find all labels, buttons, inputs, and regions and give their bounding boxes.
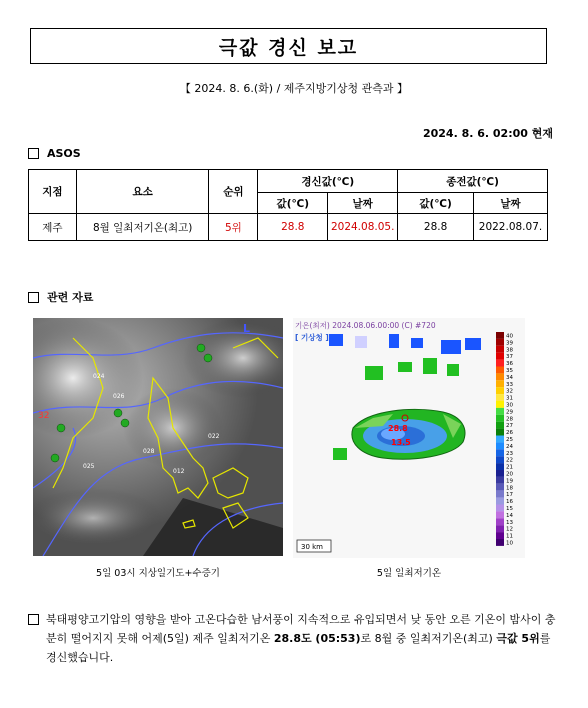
caption-left: 5일 03시 지상일기도+수증기 bbox=[96, 568, 220, 579]
colorbar-swatch bbox=[496, 408, 504, 415]
cell-prev-value: 28.8 bbox=[398, 214, 474, 241]
colorbar-tick-label: 38 bbox=[506, 347, 513, 354]
colorbar-tick-label: 24 bbox=[506, 443, 513, 450]
header-new-date: 날짜 bbox=[328, 193, 398, 214]
checkbox-square-icon bbox=[28, 148, 39, 159]
colorbar-tick-label: 36 bbox=[506, 361, 513, 368]
min-temp-map-image bbox=[293, 318, 525, 558]
colorbar-swatch bbox=[496, 429, 504, 436]
section-asos bbox=[28, 147, 81, 160]
cell-rank: 5위 bbox=[209, 214, 258, 241]
header-prev-val: 값(℃) bbox=[398, 193, 474, 214]
colorbar-tick-label: 28 bbox=[506, 416, 513, 423]
header-new-value: 경신값(℃) bbox=[258, 170, 398, 193]
svg-text:026: 026 bbox=[113, 393, 125, 400]
colorbar-tick-label: 18 bbox=[506, 485, 513, 492]
cell-prev-date: 2022.08.07. bbox=[474, 214, 548, 241]
cell-element: 8월 일최저기온(최고) bbox=[76, 214, 209, 241]
colorbar-swatch bbox=[496, 353, 504, 360]
header-new-val: 값(℃) bbox=[258, 193, 328, 214]
section-related-label: 관련 자료 bbox=[47, 291, 94, 304]
colorbar-tick-label: 37 bbox=[506, 354, 513, 361]
weather-chart-svg bbox=[33, 318, 283, 556]
colorbar-swatch bbox=[496, 346, 504, 353]
colorbar-tick-label: 10 bbox=[506, 540, 513, 547]
svg-text:022: 022 bbox=[208, 433, 220, 440]
colorbar-swatch bbox=[496, 511, 504, 518]
colorbar-tick-label: 19 bbox=[506, 478, 513, 485]
caption-right: 5일 일최저기온 bbox=[376, 568, 442, 579]
svg-text:L: L bbox=[243, 322, 251, 335]
colorbar-tick-label: 31 bbox=[506, 395, 513, 402]
colorbar-tick-label: 16 bbox=[506, 499, 513, 506]
summary-text-2: 로 8월 중 일최저기온(최고) bbox=[360, 632, 497, 645]
colorbar-swatch bbox=[496, 436, 504, 443]
colorbar-swatch bbox=[496, 449, 504, 456]
svg-text:028: 028 bbox=[143, 448, 155, 455]
colorbar-swatch bbox=[496, 477, 504, 484]
subtitle: 【 2024. 8. 6.(화) / 제주지방기상청 관측과 】 bbox=[179, 82, 409, 95]
section-asos-label: ASOS bbox=[47, 147, 81, 160]
header-station: 지점 bbox=[29, 170, 77, 214]
map-badge: [ 기상청 ] bbox=[295, 333, 329, 342]
summary-bold-1: 28.8도 (05:53) bbox=[273, 632, 361, 645]
section-related bbox=[28, 289, 93, 305]
colorbar-tick-label: 40 bbox=[506, 333, 513, 340]
cell-station: 제주 bbox=[29, 214, 77, 241]
colorbar-tick-label: 39 bbox=[506, 340, 513, 347]
colorbar-tick-label: 23 bbox=[506, 450, 513, 457]
colorbar-swatch bbox=[496, 339, 504, 346]
colorbar-tick-label: 30 bbox=[506, 402, 513, 409]
header-element: 요소 bbox=[76, 170, 209, 214]
summary-text-1: 북태평양고기압의 영향을 받아 고온다습한 남서풍이 지속적으로 유입되면서 낮 동안 오른 기온이 밤사이 충분히 떨어지지 못해 어제(5일) 제주 일최저기온 bbox=[46, 613, 556, 645]
colorbar-tick-label: 14 bbox=[506, 512, 513, 519]
svg-text:025: 025 bbox=[83, 463, 95, 470]
svg-text:012: 012 bbox=[173, 468, 185, 475]
page-title: 극값 경신 보고 bbox=[30, 28, 547, 64]
map-point-label-2: 13.5 bbox=[391, 438, 411, 447]
colorbar-swatch bbox=[496, 373, 504, 380]
colorbar-swatch bbox=[496, 360, 504, 367]
colorbar-tick-label: 34 bbox=[506, 374, 513, 381]
colorbar-swatch bbox=[496, 539, 504, 546]
colorbar-swatch bbox=[496, 422, 504, 429]
colorbar-tick-label: 21 bbox=[506, 464, 513, 471]
colorbar-swatch bbox=[496, 484, 504, 491]
summary-paragraph bbox=[28, 610, 558, 667]
colorbar-swatch bbox=[496, 332, 504, 339]
map-header: 기온(최저) 2024.08.06.00:00 (C) #720 bbox=[295, 321, 436, 330]
map-scale-label: 30 km bbox=[301, 543, 324, 551]
colorbar-swatch bbox=[496, 415, 504, 422]
colorbar-swatch bbox=[496, 463, 504, 470]
colorbar-swatch bbox=[496, 498, 504, 505]
report-datetime: 2024. 8. 6. 02:00 현재 bbox=[422, 127, 553, 140]
colorbar-swatch bbox=[496, 442, 504, 449]
colorbar-tick-label: 32 bbox=[506, 388, 513, 395]
colorbar-tick-label: 22 bbox=[506, 457, 513, 464]
checkbox-square-icon bbox=[28, 614, 39, 625]
colorbar-swatch bbox=[496, 401, 504, 408]
colorbar-swatch bbox=[496, 387, 504, 394]
min-temp-map-svg bbox=[293, 318, 525, 558]
cell-new-date: 2024.08.05. bbox=[328, 214, 398, 241]
checkbox-square-icon bbox=[28, 292, 39, 303]
header-prev-value: 종전값(℃) bbox=[398, 170, 548, 193]
summary-bold-2: 극값 5위 bbox=[496, 632, 540, 645]
colorbar-swatch bbox=[496, 491, 504, 498]
weather-chart-image bbox=[33, 318, 283, 556]
map-point-label-1: 28.8 bbox=[388, 424, 408, 433]
asos-table bbox=[28, 169, 548, 241]
colorbar-tick-label: 17 bbox=[506, 492, 513, 499]
colorbar-swatch bbox=[496, 367, 504, 374]
colorbar-swatch bbox=[496, 525, 504, 532]
colorbar-tick-label: 35 bbox=[506, 368, 513, 374]
colorbar-swatch bbox=[496, 470, 504, 477]
colorbar-tick-label: 27 bbox=[506, 423, 513, 430]
svg-text:32: 32 bbox=[38, 411, 50, 421]
colorbar-swatch bbox=[496, 518, 504, 525]
colorbar-tick-label: 33 bbox=[506, 381, 513, 388]
colorbar-swatch bbox=[496, 380, 504, 387]
colorbar-tick-label: 12 bbox=[506, 526, 513, 533]
colorbar-tick-label: 20 bbox=[506, 471, 513, 478]
colorbar-swatch bbox=[496, 456, 504, 463]
summary-text-3: 를 경신했습니다. bbox=[46, 632, 551, 664]
table-row bbox=[29, 214, 548, 241]
cell-new-value: 28.8 bbox=[258, 214, 328, 241]
svg-text:024: 024 bbox=[93, 373, 105, 380]
colorbar-tick-label: 15 bbox=[506, 506, 513, 512]
header-prev-date: 날짜 bbox=[474, 193, 548, 214]
colorbar-swatch bbox=[496, 532, 504, 539]
colorbar-swatch bbox=[496, 505, 504, 512]
colorbar-tick-label: 29 bbox=[506, 409, 513, 416]
colorbar-tick-label: 26 bbox=[506, 430, 513, 437]
colorbar-tick-label: 11 bbox=[506, 533, 513, 540]
colorbar-tick-label: 25 bbox=[506, 437, 513, 443]
header-rank: 순위 bbox=[209, 170, 258, 214]
colorbar-tick-label: 13 bbox=[506, 519, 513, 526]
colorbar-swatch bbox=[496, 394, 504, 401]
